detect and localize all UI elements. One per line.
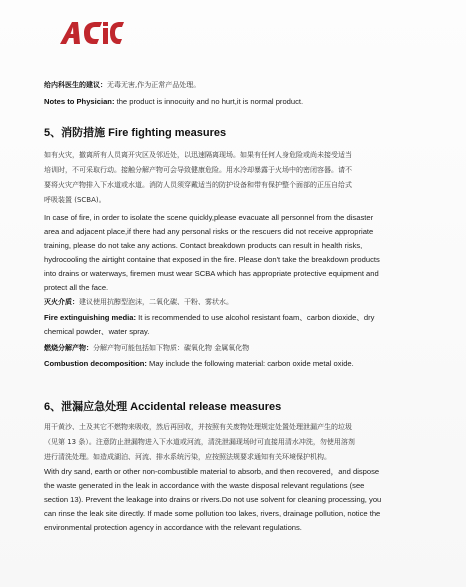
physician-en-text: the product is innocuity and no hurt,it is normal product. bbox=[114, 97, 304, 106]
section-6-cn-line: 用干黄沙、土及其它不燃物来吸收，然后再回收，并按照有关废物处理规定处置处理泄漏产生的垃圾 bbox=[44, 423, 352, 431]
section-6-en-line: section 13). Prevent the leakage into drains or rivers.Do not use solvent for cleaning processing, you bbox=[44, 495, 382, 504]
section-6-en-line: environmental protection agency in accordance with the relevant regulations. bbox=[44, 523, 302, 532]
section-6-en-line: With dry sand, earth or other non-combustible material to absorb, and then recovered，and dispose bbox=[44, 467, 380, 476]
section-5-cn-line: 呼吸装置 (SCBA)。 bbox=[44, 196, 106, 204]
section-5-cn-line: 如有火灾，撤离所有人员离开灾区及邻近处，以迅速隔离现场。如果有任何人身危险或尚未接受适当 bbox=[44, 151, 352, 159]
section-5-en-line: In case of fire, in order to isolate the scene quickly,please evacuate all personnel from the disaster bbox=[44, 213, 374, 222]
media-en-text: It is recommended to use alcohol resistant foam、carbon dioxide、dry bbox=[135, 313, 375, 322]
physician-en-label: Notes to Physician: bbox=[44, 97, 115, 106]
decomp-en-text: May include the following material: carbon oxide metal oxide. bbox=[146, 359, 354, 368]
media-en-label: Fire extinguishing media: bbox=[44, 313, 136, 322]
section-5-cn-line: 培训时，不可采取行动。接触分解产物可会导致健康危险。用水冷却暴露于火场中的密闭容器。请不 bbox=[44, 166, 352, 174]
section-5-en-line: into drains or waterways, firemen must wear SCBA which has appropriate protective equipment and bbox=[44, 269, 379, 278]
section-5-en-line: protect all the face. bbox=[44, 283, 109, 292]
section-6-cn-line: （见第 13 条）。注意防止泄漏物进入下水道或河流，清洗泄漏现场时可直接用清水冲洗，勿使用溶剂 bbox=[44, 438, 355, 446]
media-en-text-2: chemical powder、water spray. bbox=[44, 327, 150, 336]
section-5-en-line: training, please do not take any actions. Contact breakdown products can result in health risks, bbox=[44, 241, 363, 250]
section-5-cn-line: 要将火灾产物排入下水道或水道。消防人员须穿戴适当的防护设备和带有保护整个面部的正压自给式 bbox=[44, 181, 352, 189]
physician-cn-label: 给内科医生的建议： bbox=[44, 81, 107, 89]
media-cn-label: 灭火介质： bbox=[44, 298, 79, 306]
acic-logo bbox=[58, 20, 124, 46]
section-6-en-line: the waste generated in the leak in accordance with the waste disposal relevant regulations (see bbox=[44, 481, 365, 490]
section-6-cn-line: 进行清洗处理。如造成湖泊、河流、排水系统污染，应按照法规要求通知有关环境保护机构。 bbox=[44, 453, 331, 461]
section-6 bbox=[44, 398, 436, 535]
section-6-title: 6、泄漏应急处理 Accidental release measures bbox=[44, 401, 282, 413]
decomp-en-label: Combustion decomposition: bbox=[44, 359, 147, 368]
section-5 bbox=[44, 124, 436, 371]
section-5-en-line: hydrocooling the airtight containe that exposed in the fire. Please don't take the breakdown products bbox=[44, 255, 380, 264]
section-5-en-line: area and adjacent place,if there had any personal risks or the rescuers did not receive appropriate bbox=[44, 227, 374, 236]
decomp-cn-label: 燃烧分解产物： bbox=[44, 344, 93, 352]
physician-cn-text: 无毒无害,作为正常产品处理。 bbox=[107, 81, 201, 89]
decomp-cn-text: 分解产物可能包括如下物质：碳氧化物 金属氧化物 bbox=[93, 344, 250, 352]
physician-notes bbox=[44, 78, 436, 109]
section-5-title: 5、消防措施 Fire fighting measures bbox=[44, 127, 227, 139]
media-cn-text: 建议使用抗醇型泡沫，二氧化碳、干粉、雾状水。 bbox=[79, 298, 233, 306]
section-6-en-line: can rinse the leak site directly. If made some pollution too lakes, rivers, drainage pollution, notice the bbox=[44, 509, 381, 518]
